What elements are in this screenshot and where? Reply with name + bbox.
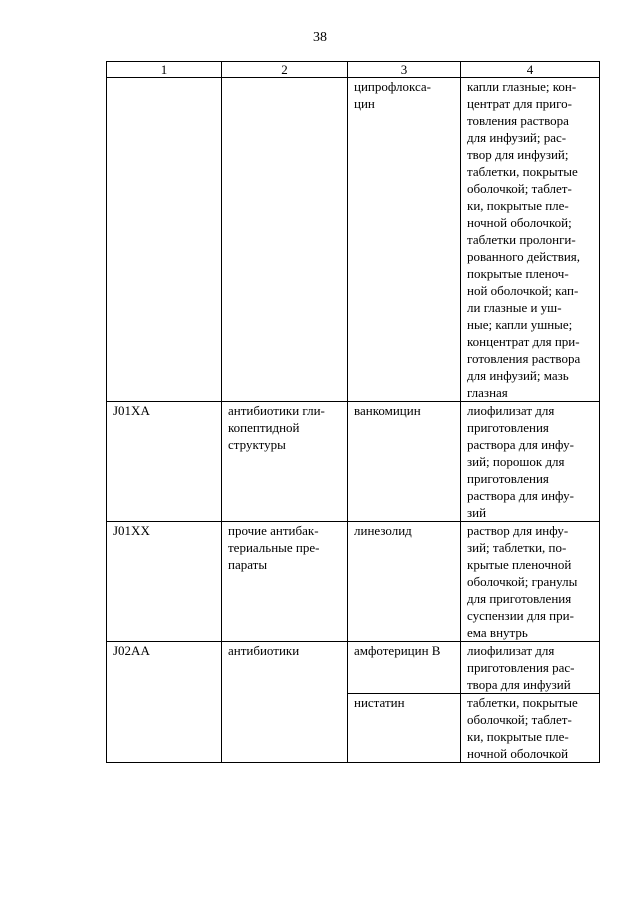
page-number: 38 (313, 30, 327, 45)
column-header: 1 (107, 62, 222, 78)
table-row (107, 522, 600, 642)
drug-group-cell: антибиотики гли- копептидной структуры (222, 402, 348, 522)
column-header: 2 (222, 62, 348, 78)
drug-name-cell: ванкомицин (348, 402, 461, 522)
dosage-forms-cell: капли глазные; кон- центрат для приго- товления раствора для инфузий; рас- твор для инфузий; таблетки, покрытые оболочкой; таблет- ки, покрытые пле- ночной оболочкой; таблетки пролонги- рованного действия, покрытые пленоч- ной оболочкой; кап- ли глазные и уш- ные; капли ушные; концентрат для при- готовления раствора для инфузий; мазь глазная (461, 78, 600, 402)
drug-group-cell: прочие антибак- териальные пре- параты (222, 522, 348, 642)
dosage-forms-cell: лиофилизат для приготовления рас- твора для инфузий (461, 642, 600, 694)
drug-name-cell: линезолид (348, 522, 461, 642)
dosage-forms-cell: лиофилизат для приготовления раствора для инфу- зий; порошок для приготовления раствора для инфу- зий (461, 402, 600, 522)
drug-name-cell: нистатин (348, 694, 461, 763)
atc-code-cell (107, 78, 222, 402)
drug-table (106, 61, 600, 763)
dosage-forms-cell: раствор для инфу- зий; таблетки, по- крытые пленочной оболочкой; гранулы для приготовления суспензии для при- ема внутрь (461, 522, 600, 642)
table-row (107, 402, 600, 522)
column-header: 4 (461, 62, 600, 78)
drug-group-cell (222, 78, 348, 402)
table-row (107, 642, 600, 694)
drug-group-cell (222, 694, 348, 763)
drug-group-cell: антибиотики (222, 642, 348, 694)
table-header-row (107, 62, 600, 78)
table-row (107, 694, 600, 763)
atc-code-cell: J01XA (107, 402, 222, 522)
drug-name-cell: ципрофлокса- цин (348, 78, 461, 402)
atc-code-cell: J01XX (107, 522, 222, 642)
drug-name-cell: амфотерицин В (348, 642, 461, 694)
dosage-forms-cell: таблетки, покрытые оболочкой; таблет- ки, покрытые пле- ночной оболочкой (461, 694, 600, 763)
atc-code-cell: J02AA (107, 642, 222, 694)
table-row (107, 78, 600, 402)
column-header: 3 (348, 62, 461, 78)
atc-code-cell (107, 694, 222, 763)
